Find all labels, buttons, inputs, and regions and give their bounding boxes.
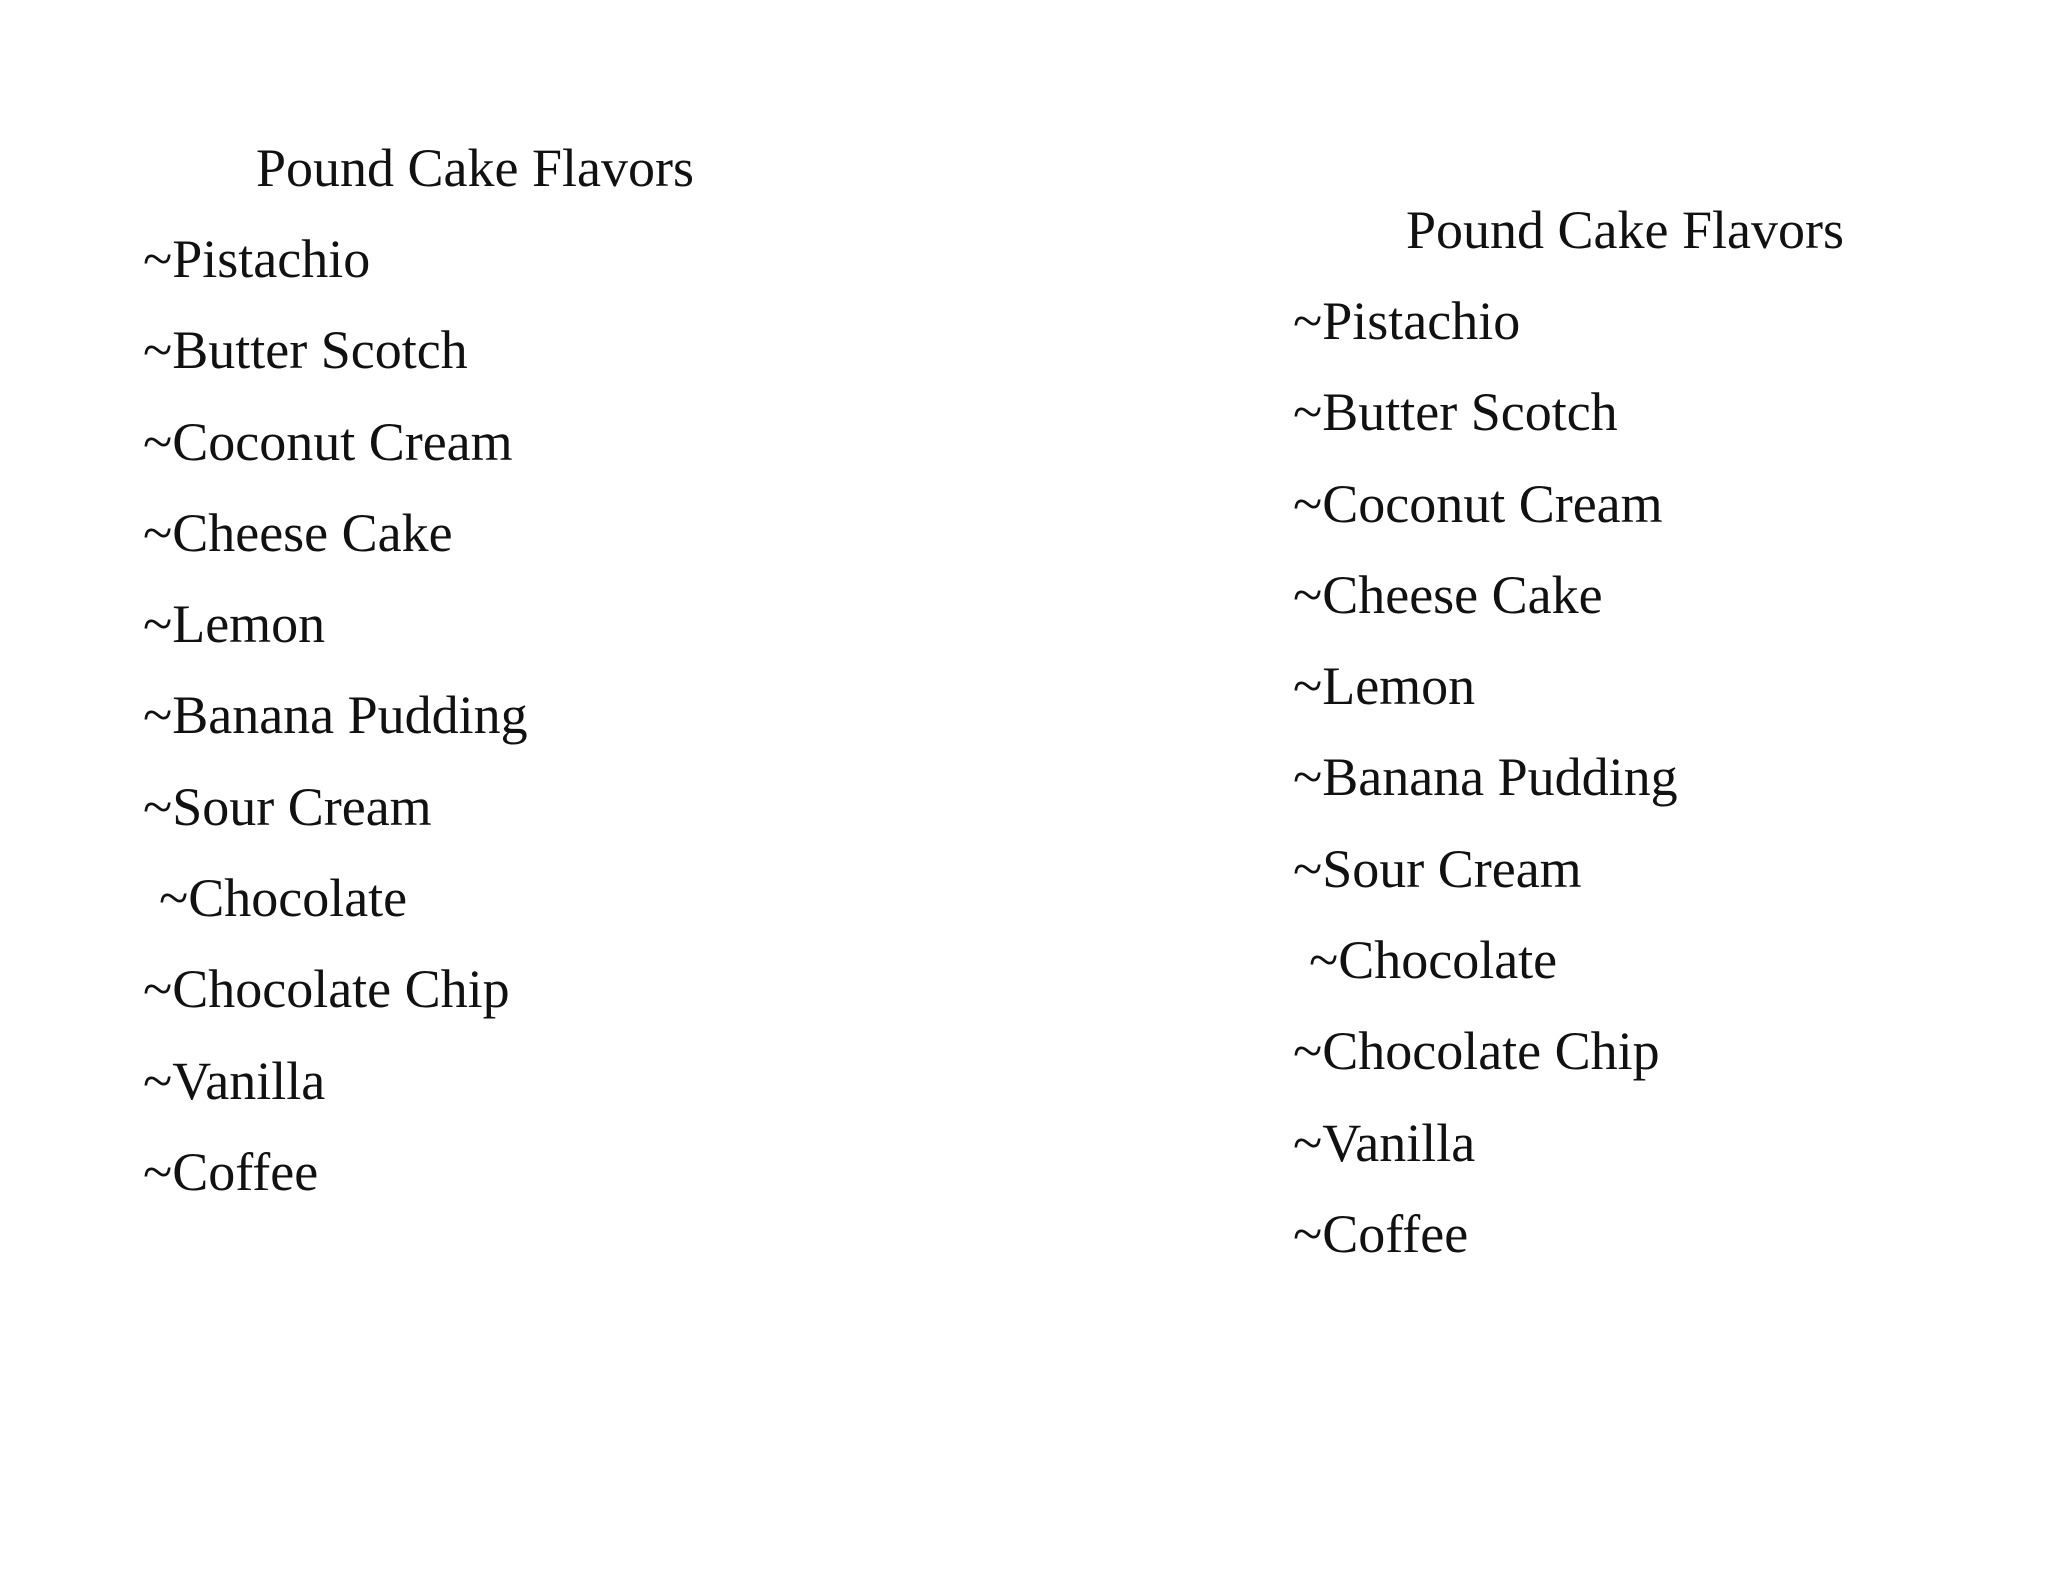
- flavor-item-coconut-cream: ~Coconut Cream: [143, 411, 513, 472]
- flavor-item-banana-pudding: ~Banana Pudding: [1293, 747, 1678, 808]
- flavor-item-pistachio: ~Pistachio: [143, 229, 371, 289]
- flavor-item-coffee: ~Coffee: [143, 1141, 319, 1202]
- flavor-item-chocolate-chip: ~Chocolate Chip: [143, 959, 510, 1020]
- flavor-item-pistachio: ~Pistachio: [1293, 291, 1521, 351]
- flavor-item-coconut-cream: ~Coconut Cream: [1293, 473, 1663, 534]
- flavor-item-sour-cream: ~Sour Cream: [143, 776, 432, 837]
- list-title: Pound Cake Flavors: [256, 138, 694, 198]
- flavor-item-cheese-cake: ~Cheese Cake: [143, 502, 453, 563]
- flavor-item-vanilla: ~Vanilla: [1293, 1112, 1476, 1173]
- flavor-item-butter-scotch: ~Butter Scotch: [1293, 382, 1618, 443]
- flavor-item-vanilla: ~Vanilla: [143, 1050, 326, 1111]
- flavor-item-cheese-cake: ~Cheese Cake: [1293, 564, 1603, 625]
- flavor-item-chocolate: ~Chocolate: [159, 868, 408, 929]
- flavor-item-coffee: ~Coffee: [1293, 1203, 1469, 1264]
- flavor-item-sour-cream: ~Sour Cream: [1293, 838, 1582, 899]
- flavor-item-chocolate: ~Chocolate: [1309, 930, 1558, 991]
- list-title: Pound Cake Flavors: [1406, 200, 1844, 260]
- flavor-item-butter-scotch: ~Butter Scotch: [143, 320, 468, 381]
- flavor-item-banana-pudding: ~Banana Pudding: [143, 685, 528, 746]
- flavor-list-left: [143, 138, 694, 1233]
- flavor-list-right: [1293, 200, 1844, 1295]
- flavor-item-chocolate-chip: ~Chocolate Chip: [1293, 1021, 1660, 1082]
- flavor-item-lemon: ~Lemon: [1293, 656, 1476, 717]
- flavor-item-lemon: ~Lemon: [143, 594, 326, 655]
